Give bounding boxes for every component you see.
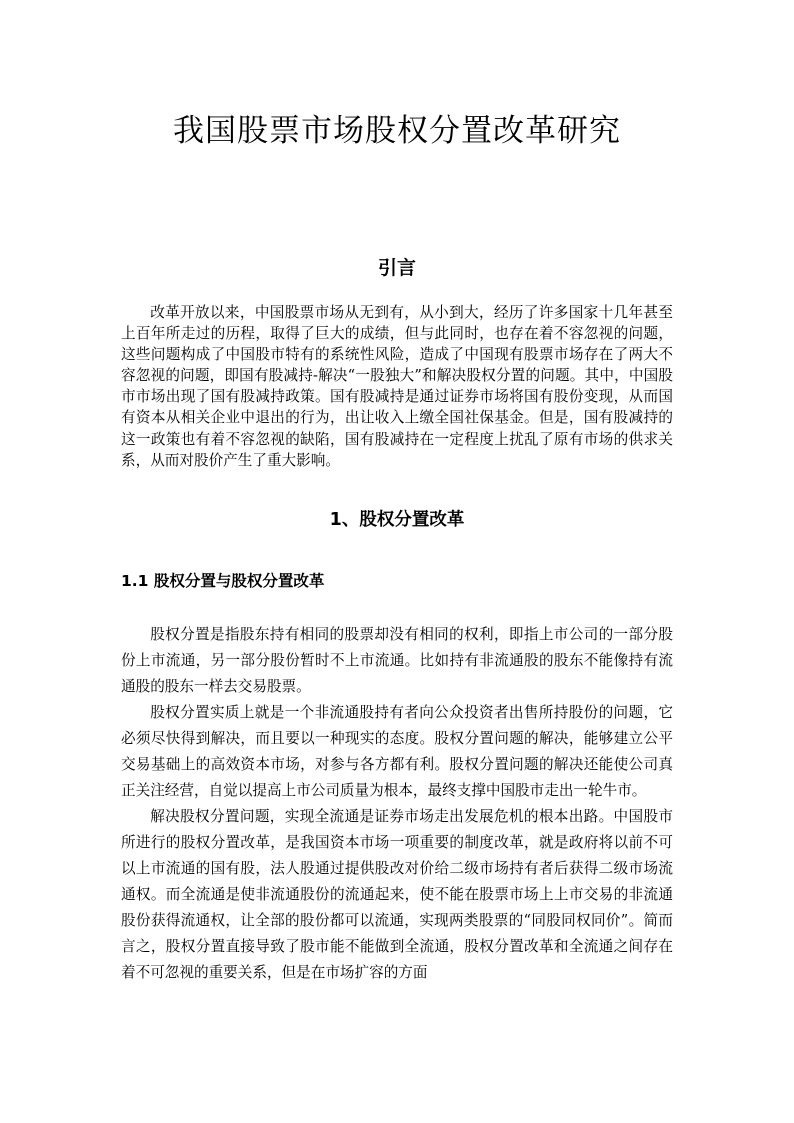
body-paragraph: 解决股权分置问题，实现全流通是证券市场走出发展危机的根本出路。中国股市所进行的股权分置改革，是我国资本市场一项重要的制度改革，就是政府将以前不可以上市流通的国有股，法人股通过提供股改对价给二级市场持有者后获得二级市场流通权。而全流通是使非流通股份的流通起来，使不能在股票市场上上市交易的非流通股份获得流通权，让全部的股份都可以流通，实现两类股票的“同股同权同价”。简而言之，股权分置直接导致了股市能不能做到全流通，股权分置改革和全流通之间存在着不可忽视的重要关系，但是在市场扩容的方面 bbox=[121, 808, 673, 981]
body-text bbox=[121, 622, 673, 986]
body-paragraph: 股权分置是指股东持有相同的股票却没有相同的权利，即指上市公司的一部分股份上市流通，另一部分股份暂时不上市流通。比如持有非流通股的股东不能像持有流通股的股东一样去交易股票。 bbox=[121, 626, 673, 695]
document-title: 我国股票市场股权分置改革研究 bbox=[173, 113, 621, 149]
subsection-heading: 1.1 股权分置与股权分置改革 bbox=[121, 572, 325, 590]
intro-paragraph: 改革开放以来，中国股票市场从无到有，从小到大，经历了许多国家十几年甚至上百年所走过的历程，取得了巨大的成绩，但与此同时，也存在着不容忽视的问题，这些问题构成了中国股市特有的系统性风险，造成了中国现有股票市场存在了两大不容忽视的问题，即国有股减持-解决“一股独大”和解决股权分置的问题。其中，中国股市市场出现了国有股减持政策。国有股减持是通过证券市场将国有股份变现，从而国有资本从相关企业中退出的行为，出让收入上缴全国社保基金。但是，国有股减持的这一政策也有着不容忽视的缺陷，国有股减持在一定程度上扰乱了原有市场的供求关系，从而对股价产生了重大影响。 bbox=[121, 304, 673, 469]
body-paragraph: 股权分置实质上就是一个非流通股持有者向公众投资者出售所持股份的问题，它必须尽快得到解决，而且要以一种现实的态度。股权分置问题的解决，能够建立公平交易基础上的高效资本市场，对参与各方都有利。股权分置问题的解决还能使公司真正关注经营，自觉以提高上市公司质量为根本，最终支撑中国股市走出一轮牛市。 bbox=[121, 704, 673, 799]
section-heading: 1、股权分置改革 bbox=[329, 510, 465, 530]
intro-heading: 引言 bbox=[377, 257, 416, 279]
